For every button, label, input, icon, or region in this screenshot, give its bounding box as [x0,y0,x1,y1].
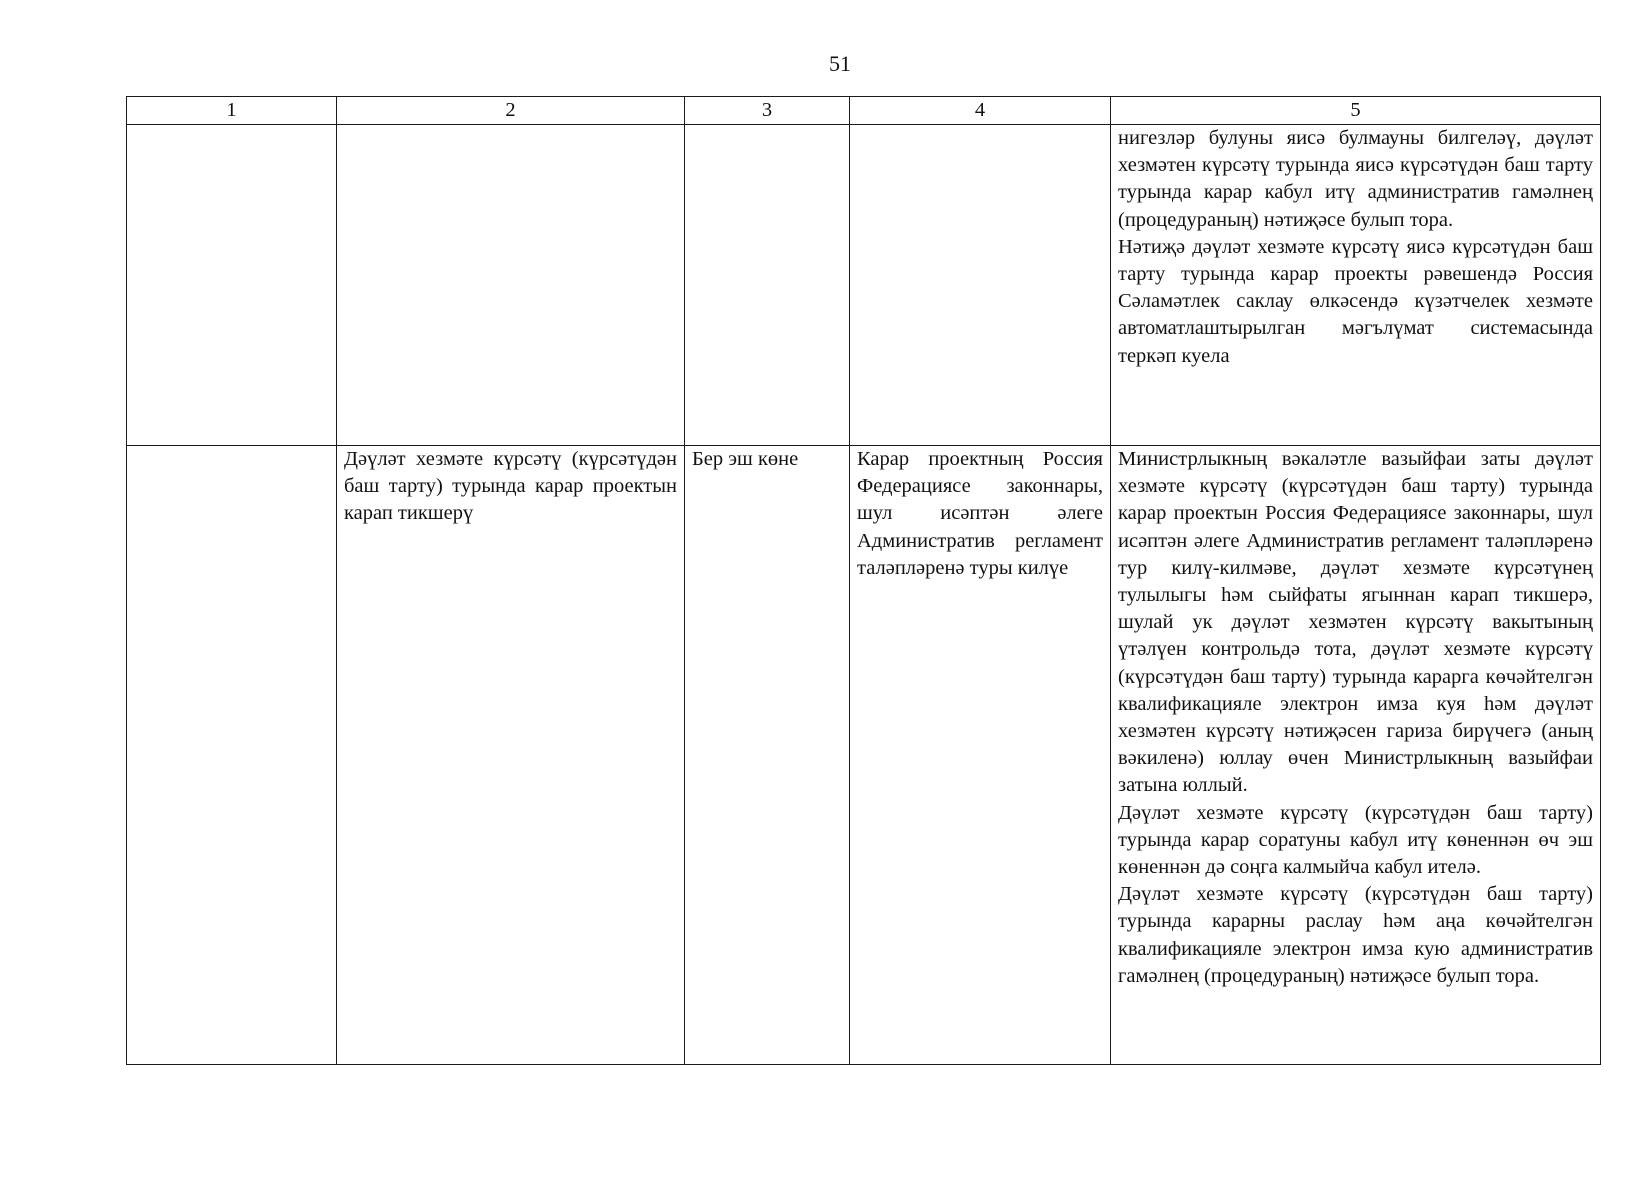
page-number: 51 [829,51,851,76]
column-number-4: 4 [850,97,1111,125]
row1-col4-cell [850,125,1111,446]
column-number-5: 5 [1111,97,1601,125]
row1-col3-cell [685,125,850,446]
row1-col1-cell [127,125,337,446]
procedure-table [126,96,1601,1065]
row2-criteria-cell: Карар проектның Россия Федерациясе законнары, шул исәптән әлеге Административ регламент таләпләренә туры килүе [850,446,1111,1065]
row1-col5-paragraph-1: нигезләр булуны яисә булмауны билгеләү, дәүләт хезмәтен күрсәтү турында яисә күрсәтүдән баш тарту турында карар кабул итү административ гамәлнең (процедураның) нәтиҗәсе булып тора. [1118,127,1593,231]
row2-action-cell: Дәүләт хезмәте күрсәтү (күрсәтүдән баш тарту) турында карар проектын карап тикшерү [337,446,685,1065]
column-number-3: 3 [685,97,850,125]
row2-duration-cell: Бер эш көне [685,446,850,1065]
row1-col5-paragraph-2: Нәтиҗә дәүләт хезмәте күрсәтү яисә күрсәтүдән баш тарту турында карар проекты рәвешендә Россия Сәламәтлек саклау өлкәсендә күзәтчелек хезмәте автоматлаштырылган мәгълүмат системасында теркәп куела [1118,235,1593,367]
row2-col5-paragraph-2: Дәүләт хезмәте күрсәтү (күрсәтүдән баш тарту) турында карар соратуны кабул итү көненнән өч эш көненнән дә соңга калмыйча кабул ителә. [1118,801,1593,879]
row2-result-cell [1111,446,1601,1065]
table-header-row [127,97,1601,125]
row1-col2-cell [337,125,685,446]
row2-col1-cell [127,446,337,1065]
column-number-1: 1 [127,97,337,125]
row2-col5-paragraph-3: Дәүләт хезмәте күрсәтү (күрсәтүдән баш тарту) турында карарны раслау һәм аңа көчәйтелгән квалификацияле электрон имза кую административ гамәлнең (процедураның) нәтиҗәсе булып тора. [1118,883,1593,987]
row2-col5-paragraph-1: Министрлыкның вәкаләтле вазыйфаи заты дәүләт хезмәте күрсәтү (күрсәтүдән баш тарту) турында карар проектын Россия Федерациясе законнары, шул исәптән әлеге Административ регламент таләпләренә тур килү-килмәве, дәүләт хезмәте күрсәтүнең тулылыгы һәм сыйфаты ягыннан карап тикшерә, шулай ук дәүләт хезмәтен күрсәтү вакытының үтәлүен контрольдә тота, дәүләт хезмәте күрсәтү (күрсәтүдән баш тарту) турында карарга көчәйтелгән квалификацияле электрон имза куя һәм дәүләт хезмәтен күрсәтү нәтиҗәсен гариза бирүчегә (аның вәкиленә) юллау өчен Министрлыкның вазыйфаи затына юллый. [1118,448,1593,797]
table-row [127,446,1601,1065]
table-row [127,125,1601,446]
column-number-2: 2 [337,97,685,125]
row1-col5-cell [1111,125,1601,446]
